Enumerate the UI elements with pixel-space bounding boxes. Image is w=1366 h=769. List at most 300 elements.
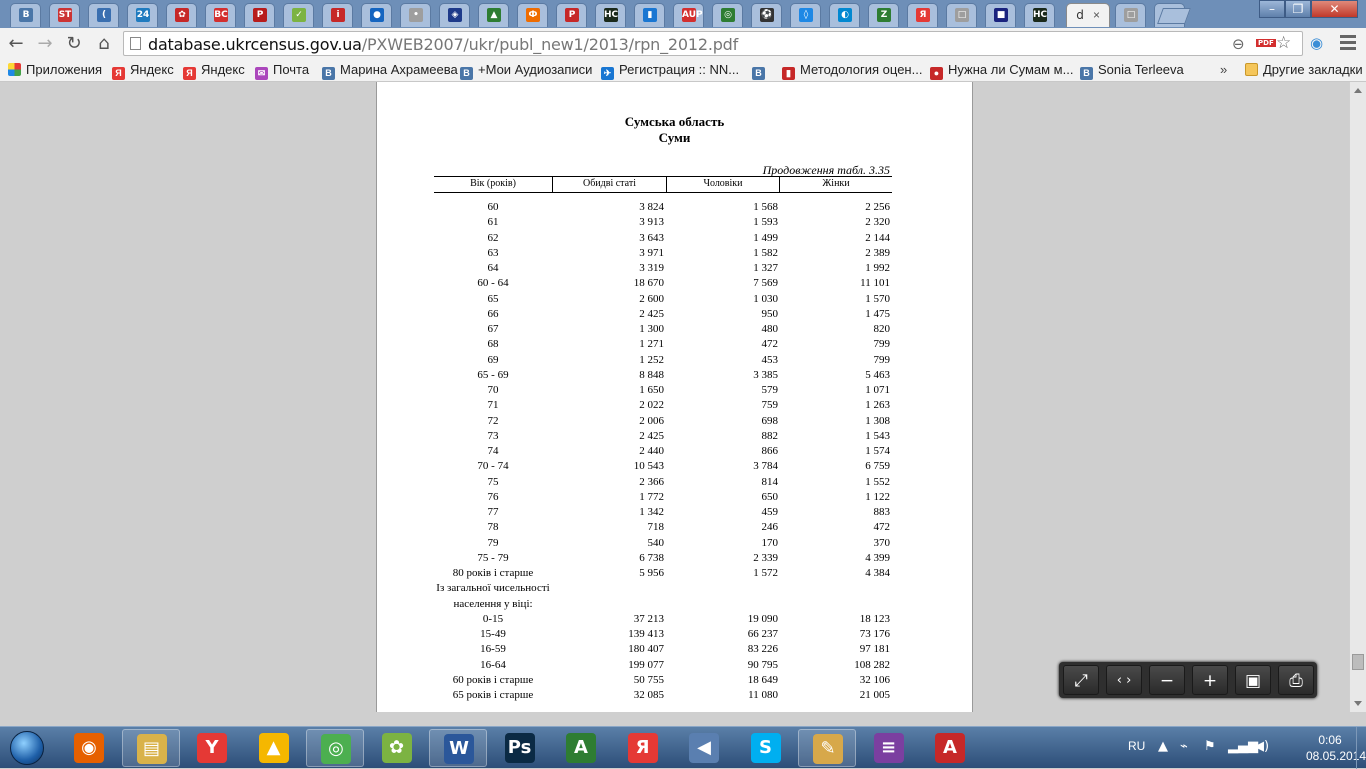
tab-favicon-icon: AUP: [682, 10, 703, 20]
a-app-icon: A: [566, 733, 596, 763]
cell-males: 650: [761, 490, 778, 503]
bookmark-label: Почта: [273, 62, 310, 77]
cell-age: 79: [487, 536, 499, 549]
taskbar-app-yandex[interactable]: [614, 729, 672, 767]
tab-favicon-icon: ◈: [448, 8, 462, 22]
cell-females: 108 282: [854, 658, 890, 671]
clock-time: 0:06: [1318, 733, 1342, 747]
cell-age: 73: [487, 429, 499, 442]
cell-males: 882: [761, 429, 778, 442]
cell-age: 70 - 74: [477, 460, 509, 473]
cell-females: 799: [873, 353, 890, 366]
browser-tab[interactable]: [322, 3, 353, 27]
bookmark-star-icon[interactable]: ☆: [1276, 33, 1292, 53]
city-title: Суми: [658, 130, 691, 145]
cell-both-sexes: 10 543: [633, 460, 664, 473]
table-row: [434, 444, 892, 459]
region-title: Сумська область: [624, 114, 725, 129]
cell-age: населення у віці:: [453, 597, 533, 610]
bookmark-item[interactable]: [1080, 62, 1184, 78]
cell-both-sexes: 3 913: [639, 216, 664, 229]
browser-tab[interactable]: [400, 3, 431, 27]
cell-age: 64: [487, 262, 499, 274]
cell-both-sexes: 180 407: [628, 643, 664, 656]
table-row: [434, 368, 892, 383]
browser-tab[interactable]: [127, 3, 158, 27]
browser-tab[interactable]: [556, 3, 587, 27]
vertical-scrollbar[interactable]: [1349, 82, 1366, 712]
table-row: [434, 520, 892, 535]
cell-both-sexes: 2 600: [639, 292, 664, 305]
cell-both-sexes: 18 670: [633, 277, 664, 290]
cell-age: 70: [487, 384, 499, 396]
fit-width-button[interactable]: ‹ ›: [1106, 665, 1142, 695]
bookmark-item[interactable]: [752, 62, 770, 78]
bookmark-item[interactable]: [782, 62, 922, 78]
cell-females: 1 543: [865, 429, 890, 442]
taskbar-app-explorer[interactable]: [122, 729, 180, 767]
browser-tab[interactable]: [283, 3, 314, 27]
cell-females: 32 106: [859, 673, 890, 686]
taskbar: [0, 726, 1366, 768]
cell-both-sexes: 2 440: [639, 445, 664, 457]
cell-both-sexes: 1 271: [639, 338, 664, 351]
cell-males: 1 572: [753, 567, 778, 579]
pdf-viewer: [0, 82, 1366, 712]
browser-tab[interactable]: [790, 3, 821, 27]
bookmark-label: Яндекс: [130, 62, 174, 77]
show-desktop-button[interactable]: [1356, 727, 1366, 769]
cell-males: 480: [761, 323, 778, 335]
cell-females: 97 181: [859, 643, 890, 656]
bookmark-icon: [8, 63, 21, 76]
cell-females: 11 101: [860, 277, 890, 290]
taskbar-app-photoshop[interactable]: [491, 729, 549, 767]
url-text[interactable]: [148, 35, 738, 54]
taskbar-app-aimp[interactable]: [245, 729, 303, 767]
print-button[interactable]: ⎙: [1278, 665, 1314, 695]
cell-females: 2 256: [865, 201, 890, 213]
cell-males: 472: [761, 338, 778, 351]
table-row: [434, 597, 892, 612]
browser-tab[interactable]: [361, 3, 392, 27]
forward-button[interactable]: →: [37, 33, 53, 54]
bookmark-icon: Я: [183, 67, 196, 80]
cell-males: 18 649: [747, 673, 778, 686]
usb-icon[interactable]: ⌁: [1180, 739, 1188, 754]
bookmark-label: Приложения: [26, 62, 103, 77]
taskbar-app-a-app[interactable]: [552, 729, 610, 767]
taskbar-app-paint[interactable]: [798, 729, 856, 767]
winrar-icon: ≡: [874, 733, 904, 763]
table-row: [434, 475, 892, 490]
tab-favicon-icon: BC: [214, 10, 228, 20]
network-signal-icon[interactable]: ▂▄▆: [1228, 739, 1258, 754]
taskbar-app-word[interactable]: [429, 729, 487, 767]
cell-males: 1 593: [753, 216, 778, 229]
clock[interactable]: [1306, 732, 1366, 764]
browser-tab[interactable]: [517, 3, 548, 27]
acrobat-icon: A: [935, 733, 965, 763]
cell-both-sexes: 1 772: [639, 490, 664, 503]
cell-age: 60 - 64: [477, 277, 509, 290]
cell-both-sexes: 32 085: [633, 689, 664, 701]
table-row: [434, 566, 892, 581]
table-row: [434, 551, 892, 566]
cell-females: 1 574: [865, 445, 890, 457]
bookmark-label: Sonia Terleeva: [1098, 62, 1184, 77]
cell-males: 3 385: [753, 368, 778, 381]
table-row: [434, 658, 892, 673]
cell-both-sexes: 3 824: [639, 201, 664, 213]
zoom-out-button[interactable]: −: [1149, 665, 1185, 695]
browser-tab[interactable]: [634, 3, 665, 27]
table-row: [434, 322, 892, 337]
cell-females: 1 071: [865, 384, 890, 396]
url-host: database.ukrcensus.gov.ua: [148, 35, 362, 54]
language-indicator[interactable]: RU: [1128, 739, 1146, 753]
cell-age: 61: [487, 216, 499, 229]
browser-tab[interactable]: [673, 3, 704, 27]
col-header-age: Вік (років): [470, 178, 516, 189]
cell-males: 3 784: [753, 460, 778, 473]
cell-males: 698: [761, 414, 778, 427]
tab-favicon-icon: ◊: [799, 8, 813, 22]
cell-females: 820: [873, 323, 890, 335]
table-row: [434, 337, 892, 352]
browser-tab[interactable]: [478, 3, 509, 27]
tab-favicon-icon: ✓: [292, 8, 306, 22]
cell-females: 5 463: [865, 368, 890, 381]
cell-males: 66 237: [747, 628, 778, 640]
table-row: [434, 307, 892, 322]
bookmark-icon: В: [1080, 67, 1093, 80]
maximize-button[interactable]: ❐: [1285, 0, 1311, 18]
tab-favicon-icon: □: [955, 8, 969, 22]
tab-favicon-icon: 24: [136, 10, 150, 20]
cell-males: 866: [761, 445, 778, 457]
browser-tab[interactable]: [88, 3, 119, 27]
cell-females: 1 475: [865, 307, 890, 320]
browser-tab[interactable]: [49, 3, 80, 27]
url-path: /PXWEB2007/ukr/publ_new1/2013/rpn_2012.pdf: [361, 35, 739, 54]
bookmark-label: Яндекс: [201, 62, 245, 77]
cell-age: 75 - 79: [477, 551, 509, 564]
cell-females: 1 992: [865, 262, 890, 274]
cell-both-sexes: 2 425: [639, 307, 664, 320]
start-button[interactable]: [2, 728, 52, 768]
cell-age: 67: [487, 323, 499, 335]
bookmark-item[interactable]: [601, 62, 739, 78]
col-header-females: Жінки: [779, 177, 892, 192]
cell-females: 370: [873, 536, 890, 549]
browser-tab[interactable]: [205, 3, 236, 27]
bookmark-label: Регистрация :: NN...: [619, 62, 740, 77]
cell-males: 1 582: [753, 246, 778, 259]
show-hidden-icons-icon[interactable]: ▲: [1158, 739, 1168, 754]
cell-males: 170: [761, 536, 778, 549]
cell-females: 73 176: [859, 628, 890, 640]
table-row: [434, 246, 892, 261]
cell-males: 1 327: [753, 262, 778, 274]
browser-tab[interactable]: [244, 3, 275, 27]
table-row: [434, 581, 892, 596]
cell-males: 246: [761, 521, 778, 534]
col-header-both-sexes: Обидві статі: [552, 177, 666, 192]
cell-age: 15-49: [480, 628, 506, 640]
flag-icon[interactable]: ⚑: [1204, 739, 1216, 754]
cell-both-sexes: 3 319: [639, 262, 664, 274]
table-row: [434, 459, 892, 474]
table-row: [434, 612, 892, 627]
taskbar-app-firefox[interactable]: [60, 729, 118, 767]
bookmarks-more-button[interactable]: »: [1220, 62, 1228, 77]
bookmark-item[interactable]: [322, 62, 458, 78]
cell-males: 453: [761, 353, 778, 366]
bookmark-icon: ●: [930, 67, 943, 80]
windows-logo-icon: [10, 731, 44, 765]
bookmark-icon: ✉: [255, 67, 268, 80]
taskbar-app-acrobat[interactable]: [921, 729, 979, 767]
bookmark-label: Марина Ахрамеева: [340, 62, 458, 77]
cell-both-sexes: 1 342: [639, 506, 664, 518]
close-tab-icon[interactable]: ×: [1093, 8, 1101, 22]
menu-icon[interactable]: [1338, 32, 1358, 54]
cell-males: 90 795: [747, 658, 778, 671]
table-row: [434, 276, 892, 291]
cell-males: 1 568: [753, 201, 778, 213]
cell-females: 4 399: [865, 551, 890, 564]
table-row: [434, 231, 892, 246]
skype-icon: S: [751, 733, 781, 763]
cell-both-sexes: 2 022: [639, 399, 664, 412]
bookmark-label: Методология оцен...: [800, 62, 923, 77]
col-header-males: Чоловіки: [666, 177, 779, 192]
bookmark-item[interactable]: [460, 62, 592, 78]
cell-females: 6 759: [865, 460, 890, 473]
address-bar[interactable]: [123, 31, 1303, 56]
zoom-in-button[interactable]: +: [1192, 665, 1228, 695]
cell-males: 2 339: [753, 551, 778, 564]
cell-both-sexes: 1 650: [639, 384, 664, 396]
bookmark-icon: В: [460, 67, 473, 80]
browser-tab[interactable]: [751, 3, 782, 27]
table-header: [434, 176, 892, 193]
cell-age: 63: [487, 246, 499, 259]
bookmark-icon: Я: [112, 67, 125, 80]
home-button[interactable]: ⌂: [98, 33, 110, 54]
tab-favicon-icon: P: [565, 8, 579, 22]
cell-both-sexes: 1 252: [639, 353, 664, 366]
minimize-button[interactable]: –: [1259, 0, 1285, 18]
cell-both-sexes: 2 006: [639, 414, 664, 427]
table-body: [434, 200, 892, 703]
browser-tab[interactable]: [439, 3, 470, 27]
yandex-icon: Я: [628, 733, 658, 763]
bookmark-icon: ✈: [601, 67, 614, 80]
fit-page-button[interactable]: ⤢: [1063, 665, 1099, 695]
tab-favicon-icon: Я: [916, 8, 930, 22]
bookmark-icon: ▮: [782, 67, 795, 80]
cell-age: 65 - 69: [477, 368, 509, 381]
cell-males: 7 569: [753, 277, 778, 290]
cell-females: 1 122: [865, 490, 890, 503]
table-row: [434, 292, 892, 307]
scroll-down-icon[interactable]: [1354, 701, 1362, 706]
close-window-button[interactable]: ✕: [1311, 0, 1358, 18]
browser-tab[interactable]: [946, 3, 977, 27]
tab-favicon-icon: •: [409, 8, 423, 22]
browser-toolbar: [0, 28, 1366, 59]
cell-age: Із загальної чисельності: [436, 582, 550, 595]
other-bookmarks-folder[interactable]: [1245, 62, 1363, 78]
taskbar-app-chrome[interactable]: [306, 729, 364, 767]
browser-tab[interactable]: [907, 3, 938, 27]
taskbar-app-skype[interactable]: [737, 729, 795, 767]
cell-age: 71: [487, 399, 499, 412]
cell-age: 76: [487, 490, 499, 503]
volume-icon[interactable]: ◀): [1254, 739, 1270, 754]
firefox-icon: ◉: [74, 733, 104, 763]
pdf-extension-icon[interactable]: PDF: [1258, 39, 1274, 47]
cell-age: 75: [487, 475, 499, 488]
cell-males: 11 080: [748, 689, 778, 701]
new-tab-button[interactable]: [1157, 8, 1191, 24]
tab-favicon-icon: ◐: [838, 8, 852, 22]
table-row: [434, 642, 892, 657]
folder-icon: [1245, 63, 1258, 76]
table-row: [434, 536, 892, 551]
cell-age: 68: [487, 338, 499, 351]
word-icon: W: [444, 734, 474, 764]
table-row: [434, 200, 892, 215]
tab-favicon-icon: ✿: [175, 8, 189, 22]
browser-tab[interactable]: [712, 3, 743, 27]
cell-females: 2 389: [865, 246, 890, 259]
browser-tab[interactable]: [1024, 3, 1055, 27]
bookmark-item[interactable]: [183, 62, 245, 78]
tab-favicon-icon: HC: [604, 10, 619, 20]
cell-age: 78: [487, 521, 499, 534]
photoshop-icon: Ps: [505, 733, 535, 763]
taskbar-app-audio[interactable]: [675, 729, 733, 767]
bookmark-icon: В: [752, 67, 765, 80]
back-button[interactable]: ←: [8, 33, 24, 54]
browser-tab[interactable]: [829, 3, 860, 27]
pdf-page: [376, 82, 973, 712]
cell-age: 16-64: [480, 658, 506, 671]
tab-favicon-icon: ▮: [643, 8, 657, 22]
cell-females: 472: [873, 521, 890, 534]
browser-tab[interactable]: [10, 3, 41, 27]
cell-both-sexes: 2 366: [639, 475, 664, 488]
scroll-thumb[interactable]: [1352, 654, 1364, 670]
table-row: [434, 673, 892, 688]
browser-tab[interactable]: [868, 3, 899, 27]
tab-favicon-icon: ■: [994, 8, 1008, 22]
table-row: [434, 383, 892, 398]
cell-both-sexes: 37 213: [633, 612, 664, 625]
bookmark-label: +Мои Аудиозаписи: [478, 62, 593, 77]
aimp-icon: ▲: [259, 733, 289, 763]
clock-date: 08.05.2014: [1306, 749, 1366, 763]
reload-button[interactable]: ↻: [66, 33, 82, 54]
bookmark-item[interactable]: [930, 62, 1073, 78]
cell-both-sexes: 5 956: [639, 567, 664, 579]
cell-females: 799: [873, 338, 890, 351]
table-row: [434, 688, 892, 703]
cell-age: 0-15: [482, 612, 504, 625]
cell-females: 4 384: [865, 567, 890, 579]
table-row: [434, 490, 892, 505]
chrome-icon: ◎: [321, 734, 351, 764]
explorer-icon: ▤: [137, 734, 167, 764]
extension-icon[interactable]: ◉: [1310, 34, 1324, 52]
tab-favicon-icon: □: [1124, 8, 1138, 22]
bookmark-icon: В: [322, 67, 335, 80]
taskbar-app-yandex-browser[interactable]: [183, 729, 241, 767]
cell-both-sexes: 1 300: [639, 323, 664, 335]
cell-males: 814: [761, 475, 778, 488]
browser-tab[interactable]: [1115, 3, 1146, 27]
cell-age: 65 років і старше: [452, 689, 534, 701]
bookmark-item[interactable]: [255, 62, 309, 78]
browser-tab[interactable]: [166, 3, 197, 27]
cell-males: 759: [761, 399, 778, 412]
cell-both-sexes: 199 077: [628, 658, 664, 671]
table-row: [434, 353, 892, 368]
cell-females: 2 144: [865, 231, 890, 244]
table-row: [434, 505, 892, 520]
bookmark-item[interactable]: [112, 62, 174, 78]
cell-both-sexes: 540: [647, 536, 664, 549]
cell-males: 950: [761, 307, 778, 320]
scroll-up-icon[interactable]: [1354, 88, 1362, 93]
cell-age: 77: [487, 506, 499, 518]
tab-favicon-icon: i: [331, 8, 345, 22]
taskbar-app-winrar[interactable]: [860, 729, 918, 767]
cell-age: 72: [487, 414, 499, 427]
cell-males: 459: [761, 506, 778, 518]
cell-females: 2 320: [865, 216, 890, 229]
cell-age: 65: [487, 292, 499, 305]
tab-favicon-icon: Ф: [526, 8, 540, 22]
save-button[interactable]: ▣: [1235, 665, 1271, 695]
page-icon: [130, 37, 141, 50]
taskbar-app-icq[interactable]: [368, 729, 426, 767]
tab-favicon-icon: В: [19, 8, 33, 22]
table-row: [434, 261, 892, 276]
icq-icon: ✿: [382, 733, 412, 763]
tab-favicon-icon: ◎: [721, 8, 735, 22]
active-tab-title: d: [1076, 8, 1084, 22]
cell-males: 1 499: [753, 231, 778, 244]
cell-age: 60 років і старше: [452, 673, 534, 686]
zoom-icon[interactable]: ⊖: [1232, 35, 1245, 53]
browser-tab[interactable]: [595, 3, 626, 27]
table-row: [434, 398, 892, 413]
tab-favicon-icon: ST: [58, 10, 72, 20]
bookmark-item[interactable]: [8, 62, 102, 78]
cell-both-sexes: 3 971: [639, 246, 664, 259]
tab-favicon-icon: Z: [877, 8, 891, 22]
cell-males: 83 226: [747, 643, 778, 656]
cell-females: 1 570: [865, 292, 890, 305]
browser-tab-active[interactable]: [1066, 3, 1110, 27]
cell-age: 60: [487, 201, 499, 213]
browser-tab[interactable]: [985, 3, 1016, 27]
table-continuation-note: Продовження табл. 3.35: [762, 163, 890, 177]
